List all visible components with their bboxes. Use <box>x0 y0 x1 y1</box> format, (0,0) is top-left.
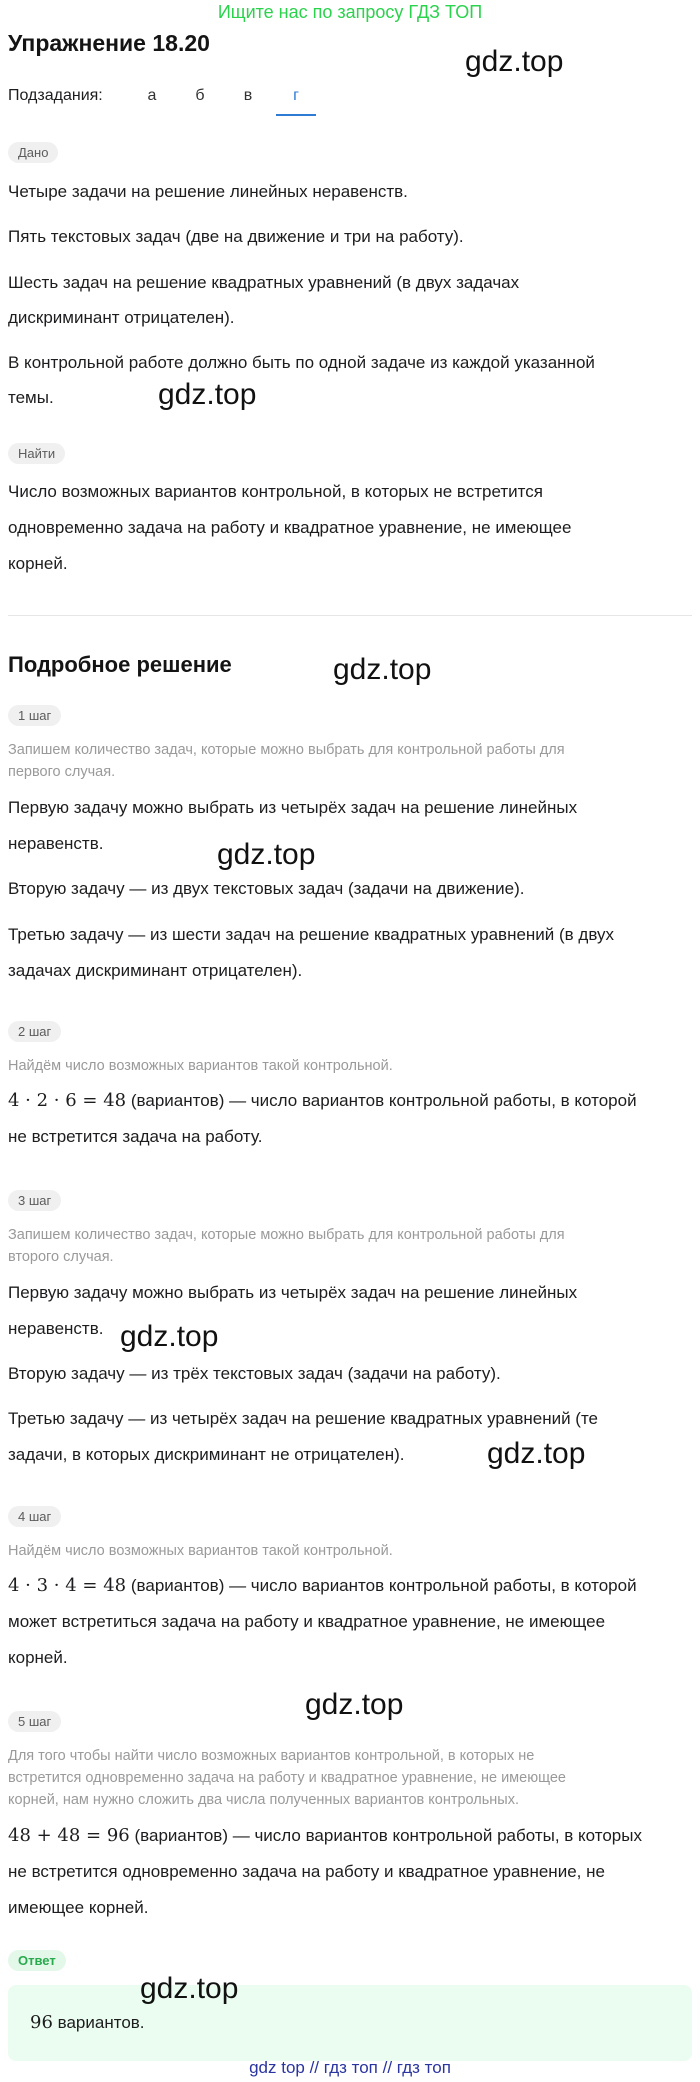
step-line: не встретится одновременно задача на работу и квадратное уравнение, не <box>8 1862 605 1881</box>
divider <box>8 615 692 616</box>
step-line: 48 + 48 = 96 (вариантов) — число вариантов контрольной работы, в которых <box>8 1825 642 1846</box>
step-chip: 5 шаг <box>8 1711 61 1732</box>
find-line: Число возможных вариантов контрольной, в которых не встретится <box>8 482 543 501</box>
given-chip: Дано <box>8 142 58 163</box>
step-line: неравенств. <box>8 834 104 853</box>
step-line: Третью задачу — из шести задач на решение квадратных уравнений (в двух <box>8 925 615 944</box>
page-title: Упражнение 18.20 <box>8 30 210 56</box>
given-line: Пять текстовых задач (две на движение и три на работу). <box>8 227 464 246</box>
given-line: В контрольной работе должно быть по одной задаче из каждой указанной <box>8 353 595 372</box>
subtasks-label: Подзадания: <box>8 87 103 104</box>
watermark: gdz.top <box>120 1320 219 1353</box>
given-line: темы. <box>8 388 54 407</box>
step-line: Вторую задачу — из двух текстовых задач (задачи на движение). <box>8 879 525 898</box>
find-line: одновременно задача на работу и квадратное уравнение, не имеющее <box>8 518 572 537</box>
watermark: gdz.top <box>465 45 564 78</box>
step-formula: 4 · 3 · 4 = 48 <box>8 1575 127 1596</box>
tab-v[interactable]: в <box>243 87 253 104</box>
watermark: gdz.top <box>305 1688 404 1721</box>
watermark: gdz.top <box>333 653 432 686</box>
find-chip: Найти <box>8 443 65 464</box>
watermark: gdz.top <box>158 378 257 411</box>
find-line: корней. <box>8 554 68 573</box>
step-hint: корней, нам нужно сложить два числа полученных вариантов контрольных. <box>8 1792 520 1808</box>
step-line: Первую задачу можно выбрать из четырёх задач на решение линейных <box>8 1283 578 1302</box>
step-chip: 2 шаг <box>8 1021 61 1042</box>
step-hint: первого случая. <box>8 764 116 780</box>
step-line: задачах дискриминант отрицателен). <box>8 961 303 980</box>
given-line: Четыре задачи на решение линейных неравенств. <box>8 182 408 201</box>
step-hint: встретится одновременно задача на работу и квадратное уравнение, не имеющее <box>8 1770 566 1786</box>
step-line: 4 · 2 · 6 = 48 (вариантов) — число вариантов контрольной работы, в которой <box>8 1090 637 1111</box>
step-formula: 48 + 48 = 96 <box>8 1825 130 1846</box>
step-chip: 3 шаг <box>8 1190 61 1211</box>
given-line: Шесть задач на решение квадратных уравнений (в двух задачах <box>8 273 520 292</box>
watermark: gdz.top <box>487 1437 586 1470</box>
tab-b[interactable]: б <box>195 87 205 104</box>
answer-chip: Ответ <box>8 1950 66 1971</box>
search-banner: Ищите нас по запросу ГДЗ ТОП <box>217 2 483 22</box>
step-line: задачи, в которых дискриминант не отрицателен). <box>8 1445 405 1464</box>
step-line: Первую задачу можно выбрать из четырёх задач на решение линейных <box>8 798 578 817</box>
step-line: корней. <box>8 1648 68 1667</box>
answer-value: 96 <box>30 2012 53 2033</box>
step-line: Третью задачу — из четырёх задач на решение квадратных уравнений (те <box>8 1409 599 1428</box>
tab-a[interactable]: а <box>147 87 157 104</box>
tab-g[interactable]: г <box>293 87 299 104</box>
step-chip: 4 шаг <box>8 1506 61 1527</box>
step-line: неравенств. <box>8 1319 104 1338</box>
active-tab-indicator <box>276 114 316 116</box>
step-hint: Найдём число возможных вариантов такой контрольной. <box>8 1543 393 1559</box>
step-hint: второго случая. <box>8 1249 114 1265</box>
step-line: Вторую задачу — из трёх текстовых задач (задачи на работу). <box>8 1364 501 1383</box>
step-hint: Найдём число возможных вариантов такой контрольной. <box>8 1058 393 1074</box>
step-hint: Для того чтобы найти число возможных вариантов контрольной, в которых не <box>8 1748 535 1764</box>
step-hint: Запишем количество задач, которые можно выбрать для контрольной работы для <box>8 742 565 758</box>
step-line: имеющее корней. <box>8 1898 149 1917</box>
answer-text: 96 вариантов. <box>30 2012 145 2033</box>
step-chip: 1 шаг <box>8 705 61 726</box>
footer-links[interactable]: gdz top // гдз топ // гдз топ <box>249 2058 451 2077</box>
given-line: дискриминант отрицателен). <box>8 308 235 327</box>
step-formula: 4 · 2 · 6 = 48 <box>8 1090 127 1111</box>
step-line: не встретится задача на работу. <box>8 1127 263 1146</box>
solution-title: Подробное решение <box>8 652 232 677</box>
step-hint: Запишем количество задач, которые можно выбрать для контрольной работы для <box>8 1227 565 1243</box>
step-line: 4 · 3 · 4 = 48 (вариантов) — число вариантов контрольной работы, в которой <box>8 1575 637 1596</box>
watermark: gdz.top <box>140 1972 239 2005</box>
step-line: может встретиться задача на работу и квадратное уравнение, не имеющее <box>8 1612 606 1631</box>
watermark: gdz.top <box>217 838 316 871</box>
